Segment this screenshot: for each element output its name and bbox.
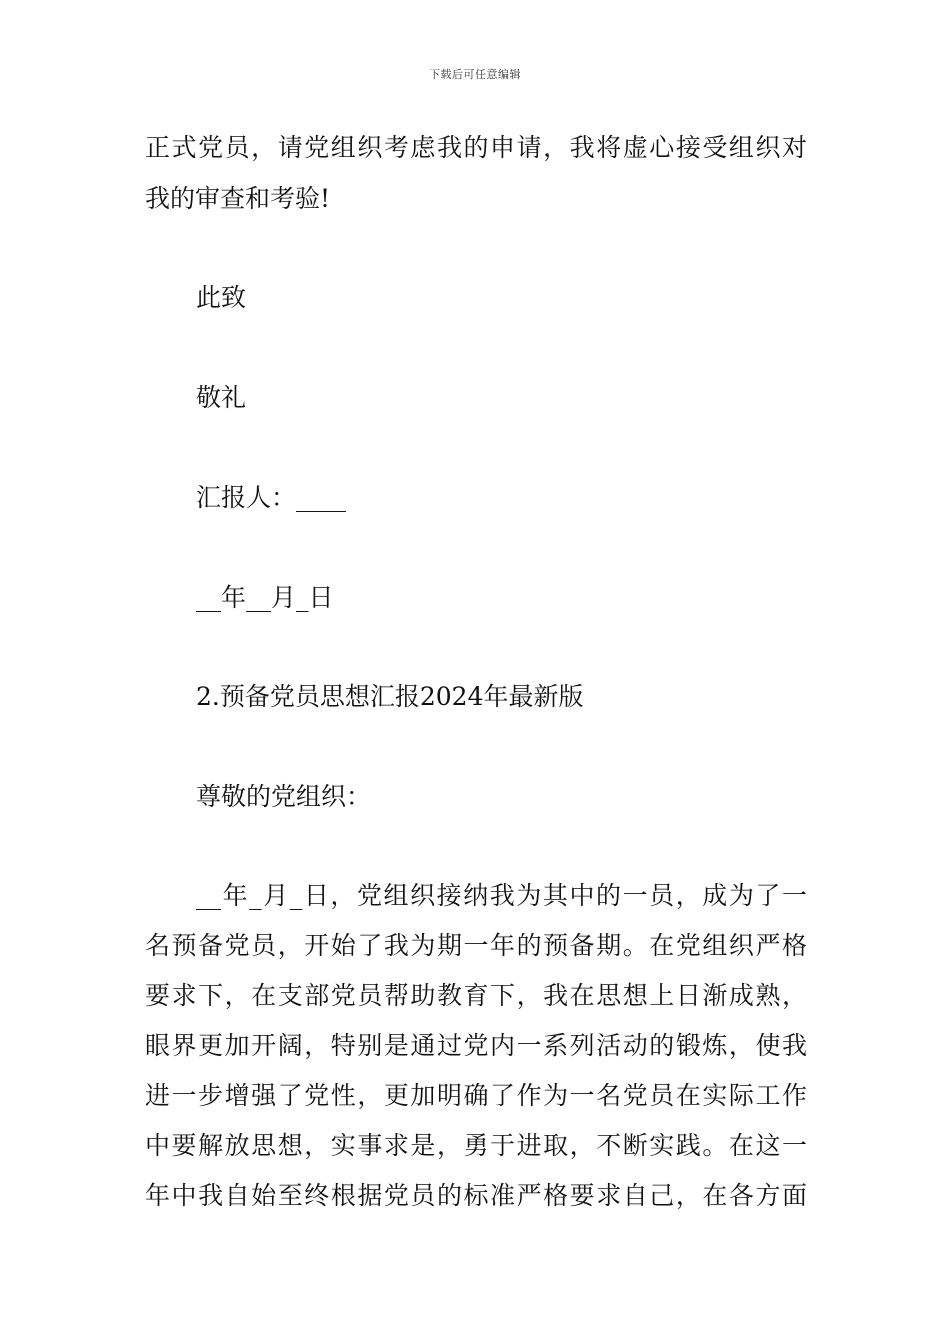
greeting-text: 尊敬的党组织：: [196, 782, 372, 811]
date-line: __年__月_日: [196, 583, 334, 612]
paragraph-line-2: 名预备党员，开始了我为期一年的预备期。在党组织严格: [145, 931, 807, 960]
salutation-text: 敬礼: [196, 383, 247, 412]
paragraph-line-5: 进一步增强了党性，更加明确了作为一名党员在实际工作: [145, 1081, 807, 1110]
closing-text: 此致: [196, 283, 247, 312]
paragraph-line-1: __年_月_日，党组织接纳我为其中的一员，成为了一: [196, 881, 807, 910]
continuation-line-1: 正式党员，请党组织考虑我的申请，我将虚心接受组织对: [145, 133, 807, 162]
section-title: 2.预备党员思想汇报2024年最新版: [196, 682, 584, 711]
paragraph-line-6: 中要解放思想，实事求是，勇于进取，不断实践。在这一: [145, 1131, 807, 1160]
continuation-line-2: 我的审查和考验!: [145, 184, 331, 213]
reporter-label: 汇报人：____: [196, 483, 347, 512]
paragraph-line-4: 眼界更加开阔，特别是通过党内一系列活动的锻炼，使我: [145, 1031, 807, 1060]
page-header-note: 下载后可任意编辑: [429, 68, 521, 81]
paragraph-line-7: 年中我自始至终根据党员的标准严格要求自己，在各方面: [145, 1181, 807, 1210]
paragraph-line-3: 要求下，在支部党员帮助教育下，我在思想上日渐成熟，: [145, 981, 807, 1010]
